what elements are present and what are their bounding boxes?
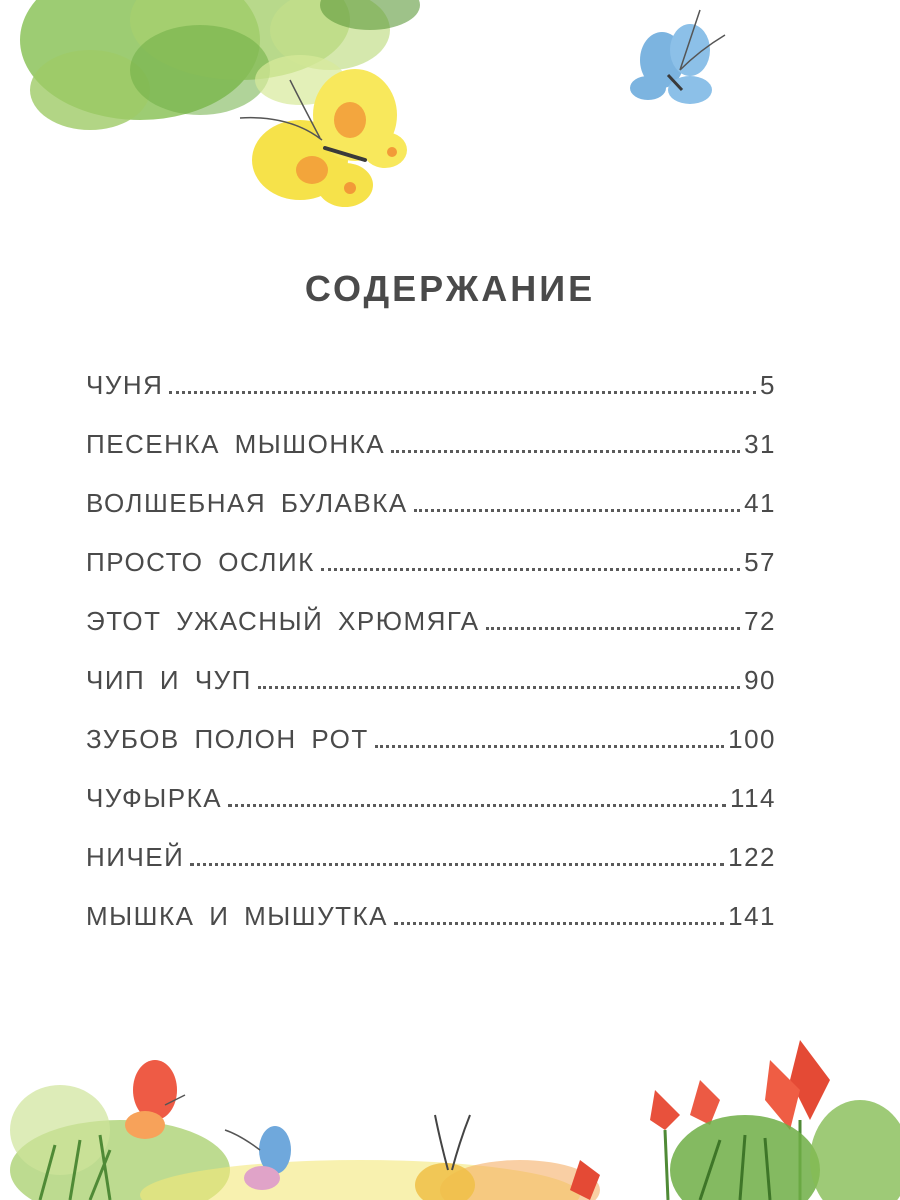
- toc-entry-title: ЧУФЫРКА: [86, 783, 223, 813]
- toc-entry[interactable]: [86, 724, 776, 783]
- dot-leader: [375, 745, 724, 748]
- toc-entry[interactable]: [86, 429, 776, 488]
- toc-entry-page: 5: [760, 370, 776, 400]
- toc-entry-title: ЭТОТ УЖАСНЫЙ ХРЮМЯГА: [86, 606, 480, 636]
- toc-entry[interactable]: [86, 547, 776, 606]
- page-title: СОДЕРЖАНИЕ: [304, 268, 596, 309]
- toc-entry[interactable]: [86, 488, 776, 547]
- dot-leader: [414, 509, 740, 512]
- toc-entry-page: 41: [744, 488, 776, 518]
- dot-leader: [258, 686, 740, 689]
- blue-butterfly-icon: [630, 10, 725, 104]
- toc-entry[interactable]: [86, 606, 776, 665]
- dot-leader: [169, 391, 756, 394]
- toc-entry-page: 141: [728, 901, 776, 931]
- toc-entry-page: 31: [744, 429, 776, 459]
- toc-entry[interactable]: [86, 783, 776, 842]
- toc-entry-page: 100: [728, 724, 776, 754]
- toc-entry-title: ПРОСТО ОСЛИК: [86, 547, 315, 577]
- toc-entry-title: ВОЛШЕБНАЯ БУЛАВКА: [86, 488, 408, 518]
- toc-entry-page: 57: [744, 547, 776, 577]
- dot-leader: [228, 804, 726, 807]
- toc-entry[interactable]: [86, 842, 776, 901]
- toc-entry-page: 114: [730, 783, 776, 813]
- table-of-contents: [86, 370, 776, 960]
- toc-entry-page: 90: [744, 665, 776, 695]
- toc-entry-title: НИЧЕЙ: [86, 842, 185, 872]
- dot-leader: [394, 922, 724, 925]
- toc-entry[interactable]: [86, 665, 776, 724]
- toc-entry-page: 122: [728, 842, 776, 872]
- toc-entry-title: ПЕСЕНКА МЫШОНКА: [86, 429, 386, 459]
- toc-entry-page: 72: [744, 606, 776, 636]
- toc-entry[interactable]: [86, 901, 776, 960]
- dot-leader: [486, 627, 741, 630]
- top-illustration: [0, 0, 900, 240]
- dot-leader: [321, 568, 740, 571]
- dot-leader: [190, 863, 724, 866]
- toc-entry[interactable]: [86, 370, 776, 429]
- toc-entry-title: МЫШКА И МЫШУТКА: [86, 901, 389, 931]
- toc-entry-title: ЗУБОВ ПОЛОН РОТ: [86, 724, 369, 754]
- toc-entry-title: ЧИП И ЧУП: [86, 665, 252, 695]
- dot-leader: [391, 450, 740, 453]
- toc-entry-title: ЧУНЯ: [86, 370, 164, 400]
- bottom-illustration: [0, 1020, 900, 1200]
- butterfly-icon: [415, 1115, 475, 1200]
- grass: [10, 1085, 600, 1200]
